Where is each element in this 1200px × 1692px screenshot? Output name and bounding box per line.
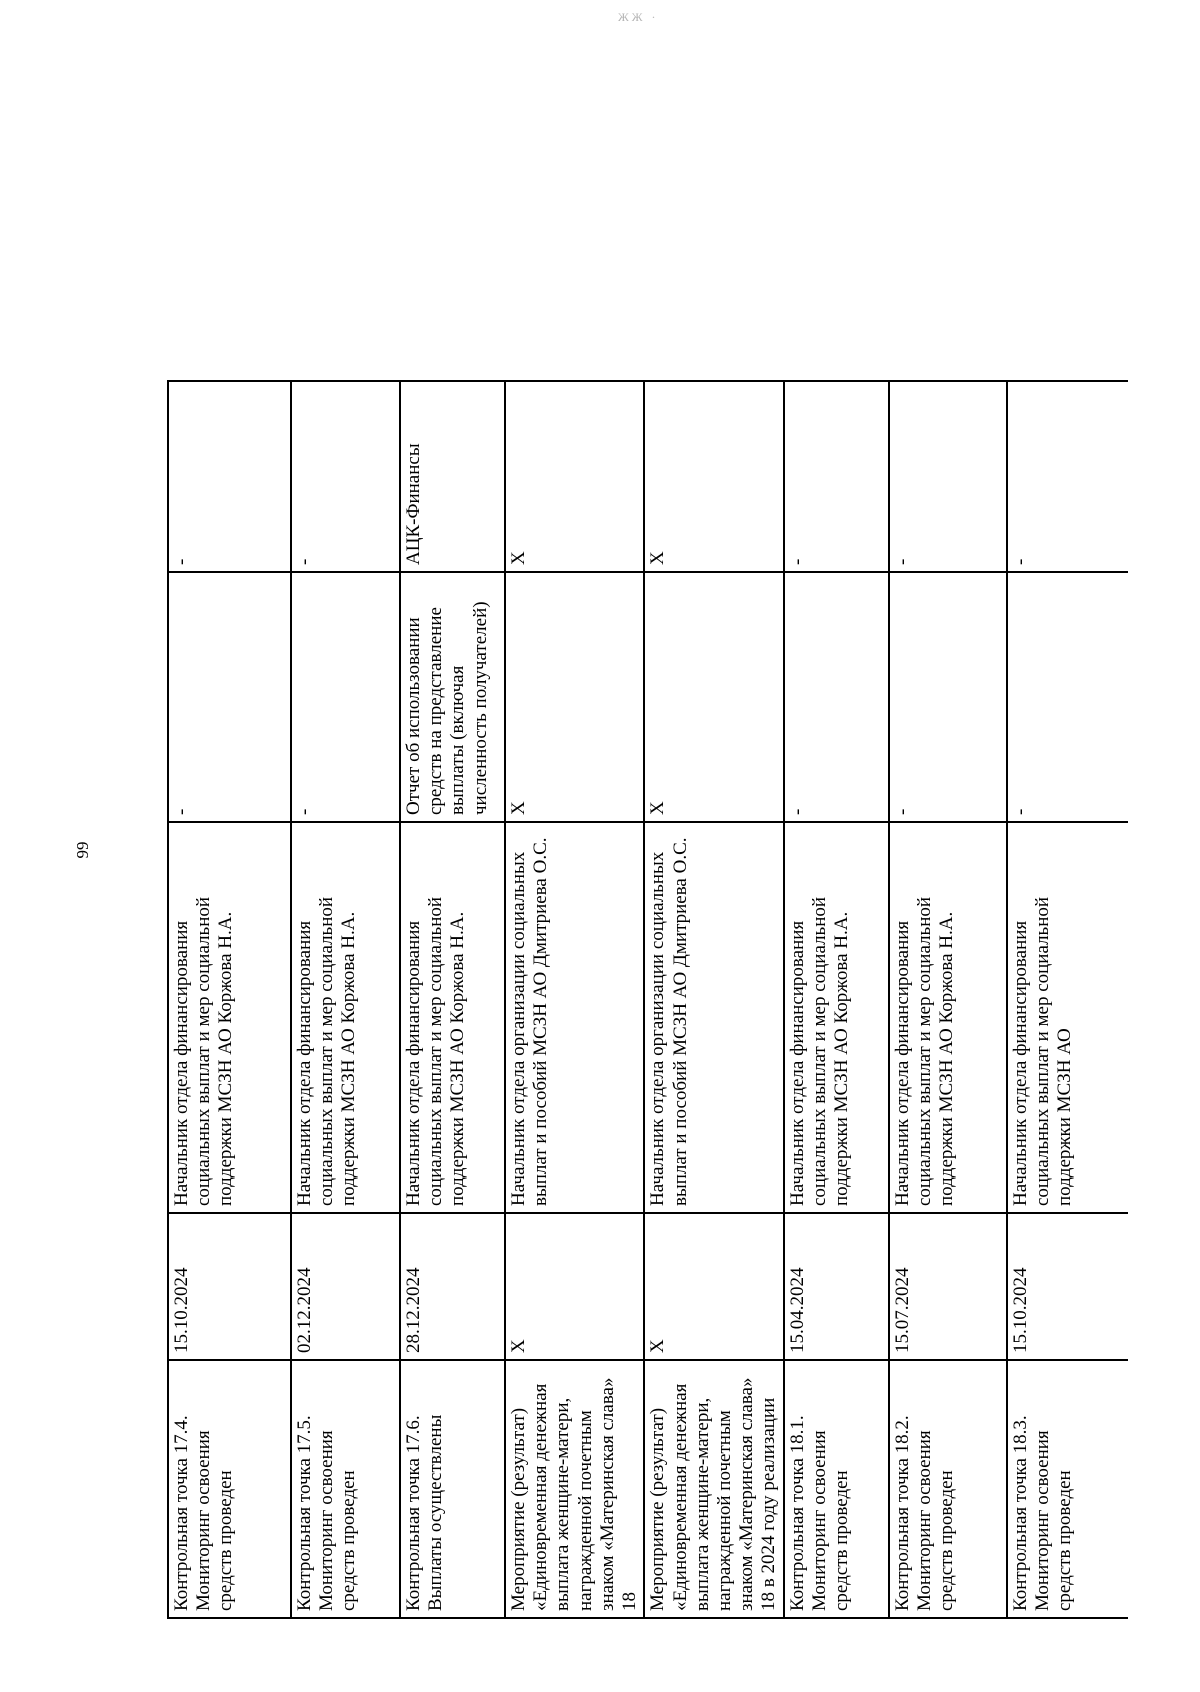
event-cell: Контрольная точка 17.6. Выплаты осуществлены: [400, 1360, 505, 1618]
system-cell: X: [505, 381, 644, 572]
event-cell: Контрольная точка 18.2. Мониторинг освоения средств проведен: [889, 1360, 1007, 1618]
event-cell: Мероприятие (результат) «Единовременная денежная выплата женщине-матери, награжденной почетным знаком «Материнская слава» 18: [505, 1360, 644, 1618]
document-cell: Отчет об использовании средств на представление выплаты (включая численность получателей): [400, 572, 505, 822]
date-cell: 15.07.2024: [889, 1213, 1007, 1360]
document-cell: -: [168, 572, 291, 822]
system-cell: АЦК-Финансы: [400, 381, 505, 572]
responsible-cell: Начальник отдела финансирования социальных выплат и мер социальной поддержки МСЗН АО Коржова Н.А.: [889, 822, 1007, 1213]
document-cell: X: [505, 572, 644, 822]
table-row: [400, 105, 505, 1618]
table-row: [1007, 105, 1128, 1618]
date-cell: X: [644, 1213, 783, 1360]
document-cell: -: [784, 572, 889, 822]
date-cell: 28.12.2024: [400, 1213, 505, 1360]
system-cell: -: [889, 381, 1007, 572]
responsible-cell: Начальник отдела финансирования социальных выплат и мер социальной поддержки МСЗН АО Коржова Н.А.: [168, 822, 291, 1213]
table-row: [168, 105, 291, 1618]
document-cell: -: [889, 572, 1007, 822]
date-cell: 02.12.2024: [291, 1213, 400, 1360]
responsible-cell: Начальник отдела организации социальных выплат и пособий МСЗН АО Дмитриева О.С.: [505, 822, 644, 1213]
event-cell: Контрольная точка 18.1. Мониторинг освоения средств проведен: [784, 1360, 889, 1618]
document-cell: -: [291, 572, 400, 822]
event-cell: Контрольная точка 17.5. Мониторинг освоения средств проведен: [291, 1360, 400, 1618]
date-cell: X: [505, 1213, 644, 1360]
table-row: [291, 105, 400, 1618]
responsible-cell: Начальник отдела финансирования социальных выплат и мер социальной поддержки МСЗН АО Коржова Н.А.: [291, 822, 400, 1213]
responsible-cell: Начальник отдела финансирования социальных выплат и мер социальной поддержки МСЗН АО: [1007, 822, 1128, 1213]
event-cell: Мероприятие (результат) «Единовременная денежная выплата женщине-матери, награжденной почетным знаком «Материнская слава» 18 в 2024 году реализации: [644, 1360, 783, 1618]
table-row: [784, 105, 889, 1618]
event-cell: Контрольная точка 17.4. Мониторинг освоения средств проведен: [168, 1360, 291, 1618]
table-row: [505, 105, 644, 1618]
system-cell: X: [644, 381, 783, 572]
table-container: [167, 105, 1128, 1619]
rotated-page: [167, 105, 1128, 1619]
table-row: [644, 105, 783, 1618]
date-cell: 15.10.2024: [1007, 1213, 1128, 1360]
date-cell: 15.04.2024: [784, 1213, 889, 1360]
responsible-cell: Начальник отдела финансирования социальных выплат и мер социальной поддержки МСЗН АО Коржова Н.А.: [400, 822, 505, 1213]
page-number: 99: [73, 841, 92, 859]
events-table: [167, 105, 1128, 1619]
responsible-cell: Начальник отдела финансирования социальных выплат и мер социальной поддержки МСЗН АО Коржова Н.А.: [784, 822, 889, 1213]
scan-artifact: ЖЖ ·: [618, 10, 659, 24]
document-cell: -: [1007, 572, 1128, 822]
system-cell: -: [784, 381, 889, 572]
responsible-cell: Начальник отдела организации социальных выплат и пособий МСЗН АО Дмитриева О.С.: [644, 822, 783, 1213]
system-cell: -: [1007, 381, 1128, 572]
system-cell: -: [168, 381, 291, 572]
date-cell: 15.10.2024: [168, 1213, 291, 1360]
event-cell: Контрольная точка 18.3. Мониторинг освоения средств проведен: [1007, 1360, 1128, 1618]
system-cell: -: [291, 381, 400, 572]
document-cell: X: [644, 572, 783, 822]
table-row: [889, 105, 1007, 1618]
